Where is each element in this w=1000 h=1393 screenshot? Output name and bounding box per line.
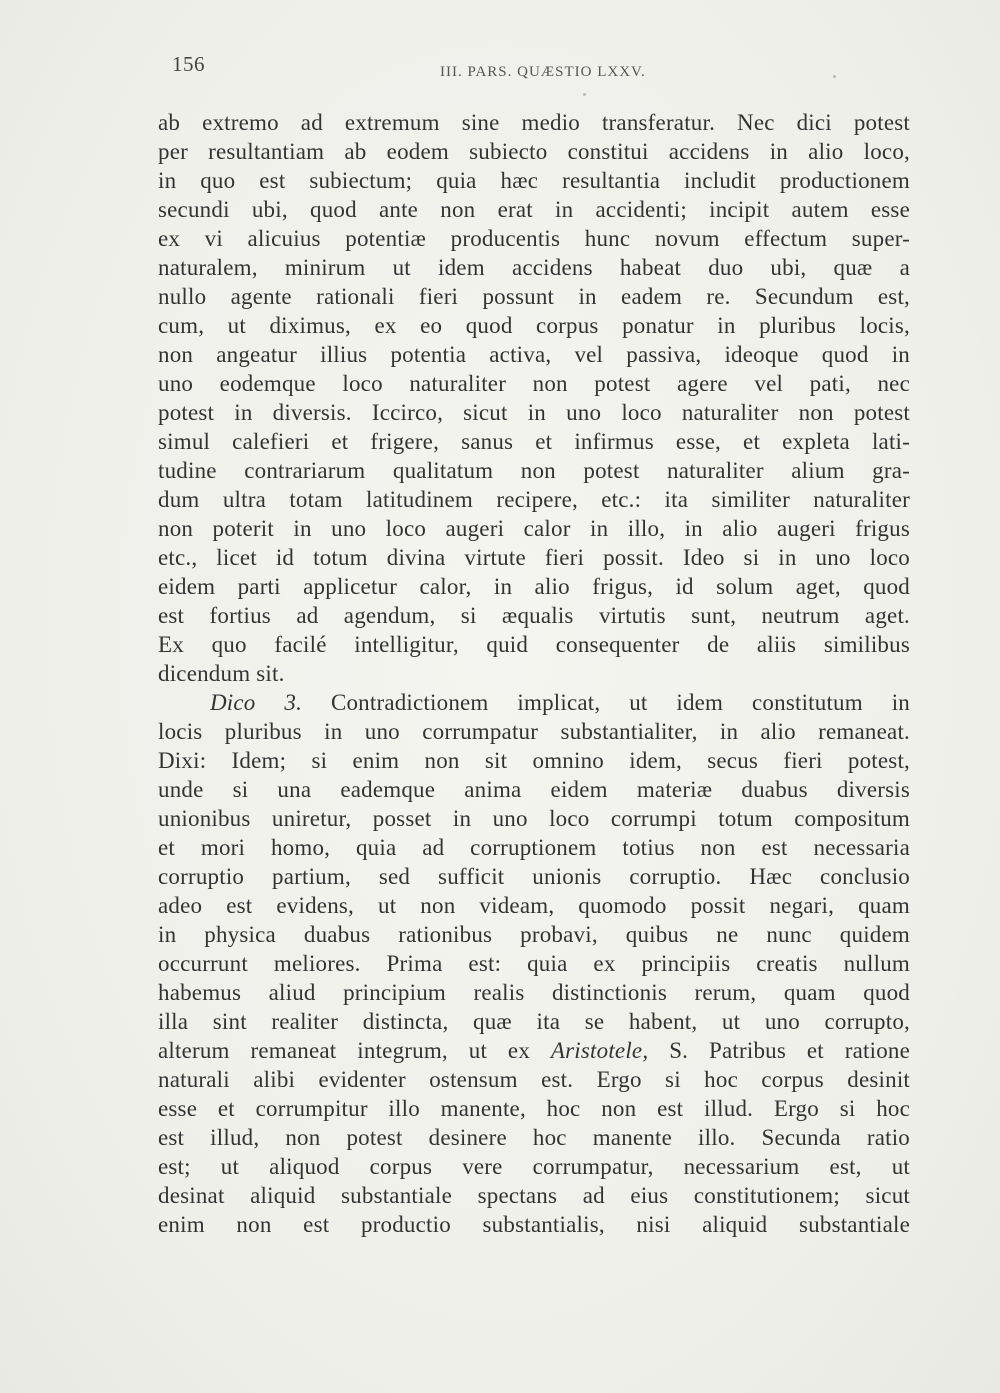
text-line: ab extremo ad extremum sine medio transferatur. Nec dici potest xyxy=(158,110,910,135)
text-line: dum ultra totam latitudinem recipere, etc.: ita similiter naturaliter xyxy=(158,487,910,512)
aristotle-name: Aristotele, xyxy=(550,1038,649,1063)
text-line: corruptio partium, sed sufficit unionis corruptio. Hæc conclusio xyxy=(158,864,910,889)
text-line: naturalem, minirum ut idem accidens habeat duo ubi, quæ a xyxy=(158,255,910,280)
text-line: illa sint realiter distincta, quæ ita se habent, ut uno corrupto, xyxy=(158,1009,910,1034)
text-line: eidem parti applicetur calor, in alio frigus, id solum aget, quod xyxy=(158,574,910,599)
text-line: est illud, non potest desinere hoc manente illo. Secunda ratio xyxy=(158,1125,910,1150)
text-line: tudine contrariarum qualitatum non potest naturaliter alium gra- xyxy=(158,458,910,483)
text-line: cum, ut diximus, ex eo quod corpus ponatur in pluribus locis, xyxy=(158,313,910,338)
text-line: habemus aliud principium realis distinctionis rerum, quam quod xyxy=(158,980,910,1005)
aristotle-post: S. Patribus et ratione xyxy=(669,1038,911,1063)
text-line: Ex quo facilé intelligitur, quid consequenter de aliis similibus xyxy=(158,632,910,657)
text-line: per resultantiam ab eodem subiecto constitui accidens in alio loco, xyxy=(158,139,910,164)
text-line: etc., licet id totum divina virtute fieri possit. Ideo si in uno loco xyxy=(158,545,910,570)
dico-text: Contradictionem implicat, ut idem constitutum in xyxy=(330,690,911,715)
text-line: enim non est productio substantialis, nisi aliquid substantiale xyxy=(158,1212,910,1237)
text-line: ex vi alicuius potentiæ producentis hunc novum effectum super- xyxy=(158,226,910,251)
aristotle-pre: alterum remaneat integrum, ut ex xyxy=(158,1038,531,1063)
text-line: nullo agente rationali fieri possunt in eadem re. Secundum est, xyxy=(158,284,910,309)
body-text xyxy=(158,108,910,1239)
text-line: in quo est subiectum; quia hæc resultantia includit productionem xyxy=(158,168,910,193)
text-line: locis pluribus in uno corrumpatur substantialiter, in alio remaneat. xyxy=(158,719,910,744)
text-line: Dixi: Idem; si enim non sit omnino idem, secus fieri potest, xyxy=(158,748,910,773)
text-line: esse et corrumpitur illo manente, hoc non est illud. Ergo si hoc xyxy=(158,1096,910,1121)
text-line: non angeatur illius potentia activa, vel passiva, ideoque quod in xyxy=(158,342,910,367)
text-line: occurrunt meliores. Prima est: quia ex principiis creatis nullum xyxy=(158,951,910,976)
text-line: secundi ubi, quod ante non erat in accidenti; incipit autem esse xyxy=(158,197,910,222)
text-line: in physica duabus rationibus probavi, quibus ne nunc quidem xyxy=(158,922,910,947)
text-line: naturali alibi evidenter ostensum est. Ergo si hoc corpus desinit xyxy=(158,1067,910,1092)
text-line: unionibus uniretur, posset in uno loco corrumpi totum compositum xyxy=(158,806,910,831)
aristotle-line xyxy=(158,1036,910,1065)
paper-speck xyxy=(833,75,836,78)
text-line: potest in diversis. Iccirco, sicut in uno loco naturaliter non potest xyxy=(158,400,910,425)
running-head: III. PARS. QUÆSTIO LXXV. xyxy=(440,64,646,80)
dico-label: Dico 3. xyxy=(210,690,303,715)
text-line: non poterit in uno loco augeri calor in illo, in alio augeri frigus xyxy=(158,516,910,541)
text-line: simul calefieri et frigere, sanus et infirmus esse, et expleta lati- xyxy=(158,429,910,454)
text-line: et mori homo, quia ad corruptionem totius non est necessaria xyxy=(158,835,910,860)
text-line: adeo est evidens, ut non videam, quomodo possit negari, quam xyxy=(158,893,910,918)
text-line: dicendum sit. xyxy=(158,661,285,686)
paper-speck xyxy=(583,93,586,96)
text-line: desinat aliquid substantiale spectans ad eius constitutionem; sicut xyxy=(158,1183,910,1208)
dico-paragraph-start xyxy=(158,688,910,717)
text-line: est; ut aliquod corpus vere corrumpatur, necessarium est, ut xyxy=(158,1154,910,1179)
page-number: 156 xyxy=(172,52,205,76)
text-line: est fortius ad agendum, si æqualis virtutis sunt, neutrum aget. xyxy=(158,603,910,628)
text-line: uno eodemque loco naturaliter non potest agere vel pati, nec xyxy=(158,371,910,396)
text-line: unde si una eademque anima eidem materiæ duabus diversis xyxy=(158,777,910,802)
